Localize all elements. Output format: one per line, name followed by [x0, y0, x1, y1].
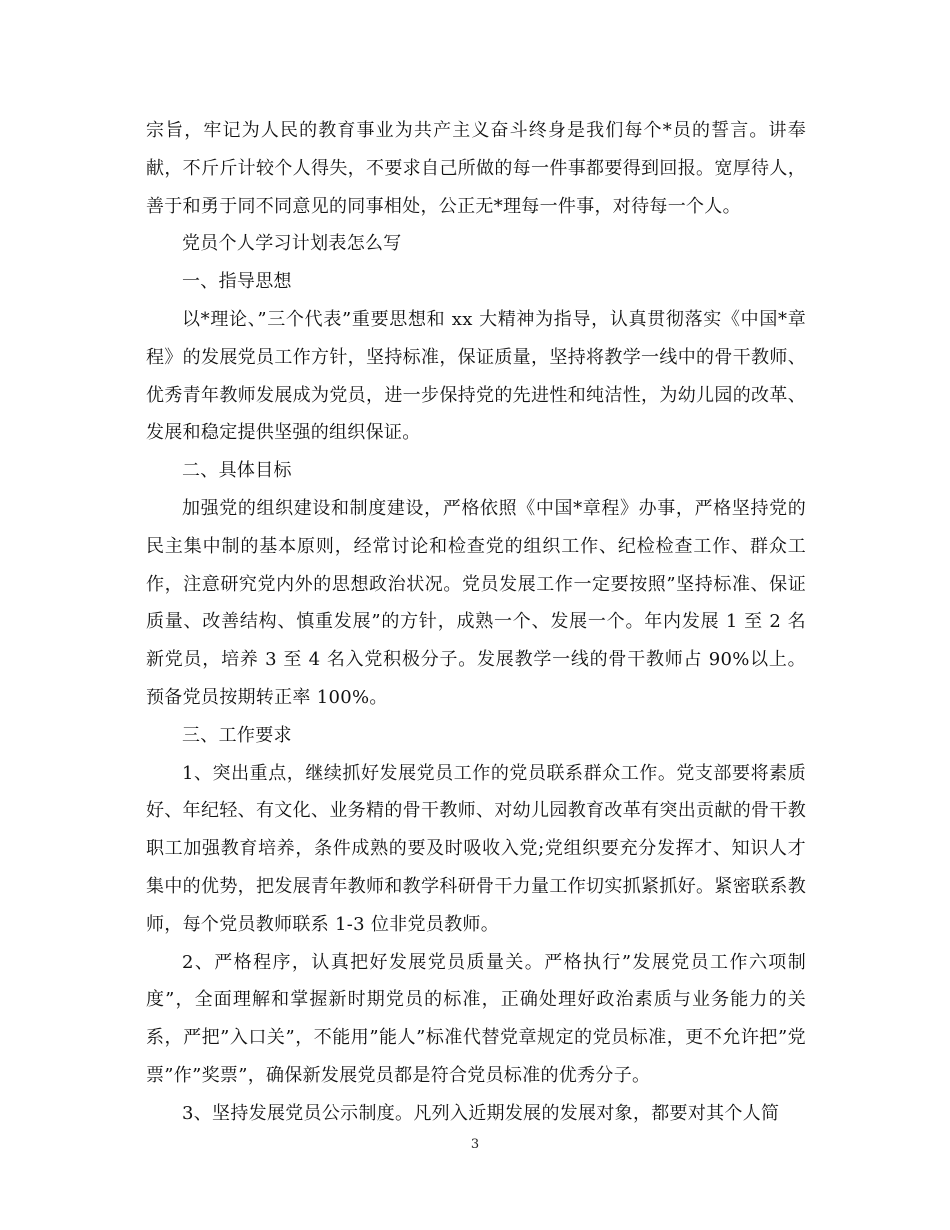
paragraph-specific-goals: 加强党的组织建设和制度建设，严格依照《中国*章程》办事，严格坚持党的民主集中制的基本原则，经常讨论和检查党的组织工作、纪检检查工作、群众工作，注意研究党内外的思想政治状况。党员发展工作一定要按照”坚持标准、保证质量、改善结构、慎重发展”的方针，成熟一个、发展一个。年内发展 1 至 2 名新党员，培养 3 至 4 名入党积极分子。发展教学一线的骨干教师占 90%以上。预备党员按期转正率 100%。: [146, 497, 806, 708]
paragraph-guiding-ideology: 以*理论、”三个代表”重要思想和 xx 大精神为指导，认真贯彻落实《中国*章程》的发展党员工作方针，坚持标准，保证质量，坚持将教学一线中的骨干教师、优秀青年教师发展成为党员，进一步保持党的先进性和纯洁性，为幼儿园的改革、发展和稳定提供坚强的组织保证。: [146, 308, 806, 444]
paragraph-requirement-1: 1、突出重点，继续抓好发展党员工作的党员联系群众工作。党支部要将素质好、年纪轻、有文化、业务精的骨干教师、对幼儿园教育改革有突出贡献的骨干教职工加强教育培养，条件成熟的要及时吸收入党;党组织要充分发挥才、知识人才集中的优势，把发展青年教师和教学科研骨干力量工作切实抓紧抓好。紧密联系教师，每个党员教师联系 1-3 位非党员教师。: [146, 762, 806, 935]
paragraph-continuation: 宗旨，牢记为人民的教育事业为共产主义奋斗终身是我们每个*员的誓言。讲奉献，不斤斤计较个人得失，不要求自己所做的每一件事都要得到回报。宽厚待人，善于和勇于同不同意见的同事相处，公正无*理每一件事，对待每一个人。: [146, 120, 806, 217]
page-number: 3: [470, 1137, 480, 1152]
heading-guiding-ideology: 一、指导思想: [182, 271, 292, 293]
heading-specific-goals: 二、具体目标: [182, 460, 292, 482]
heading-work-requirements: 三、工作要求: [182, 724, 292, 746]
section-title: 党员个人学习计划表怎么写: [182, 233, 402, 255]
paragraph-requirement-3: 3、坚持发展党员公示制度。凡列入近期发展的发展对象，都要对其个人简: [182, 1102, 780, 1124]
paragraph-requirement-2: 2、严格程序，认真把好发展党员质量关。严格执行”发展党员工作六项制度”，全面理解和掌握新时期党员的标准，正确处理好政治素质与业务能力的关系，严把”入口关”，不能用”能人”标准代替党章规定的党员标准，更不允许把”党票”作”奖票”，确保新发展党员都是符合党员标准的优秀分子。: [146, 951, 806, 1086]
document-body: [146, 112, 806, 1133]
